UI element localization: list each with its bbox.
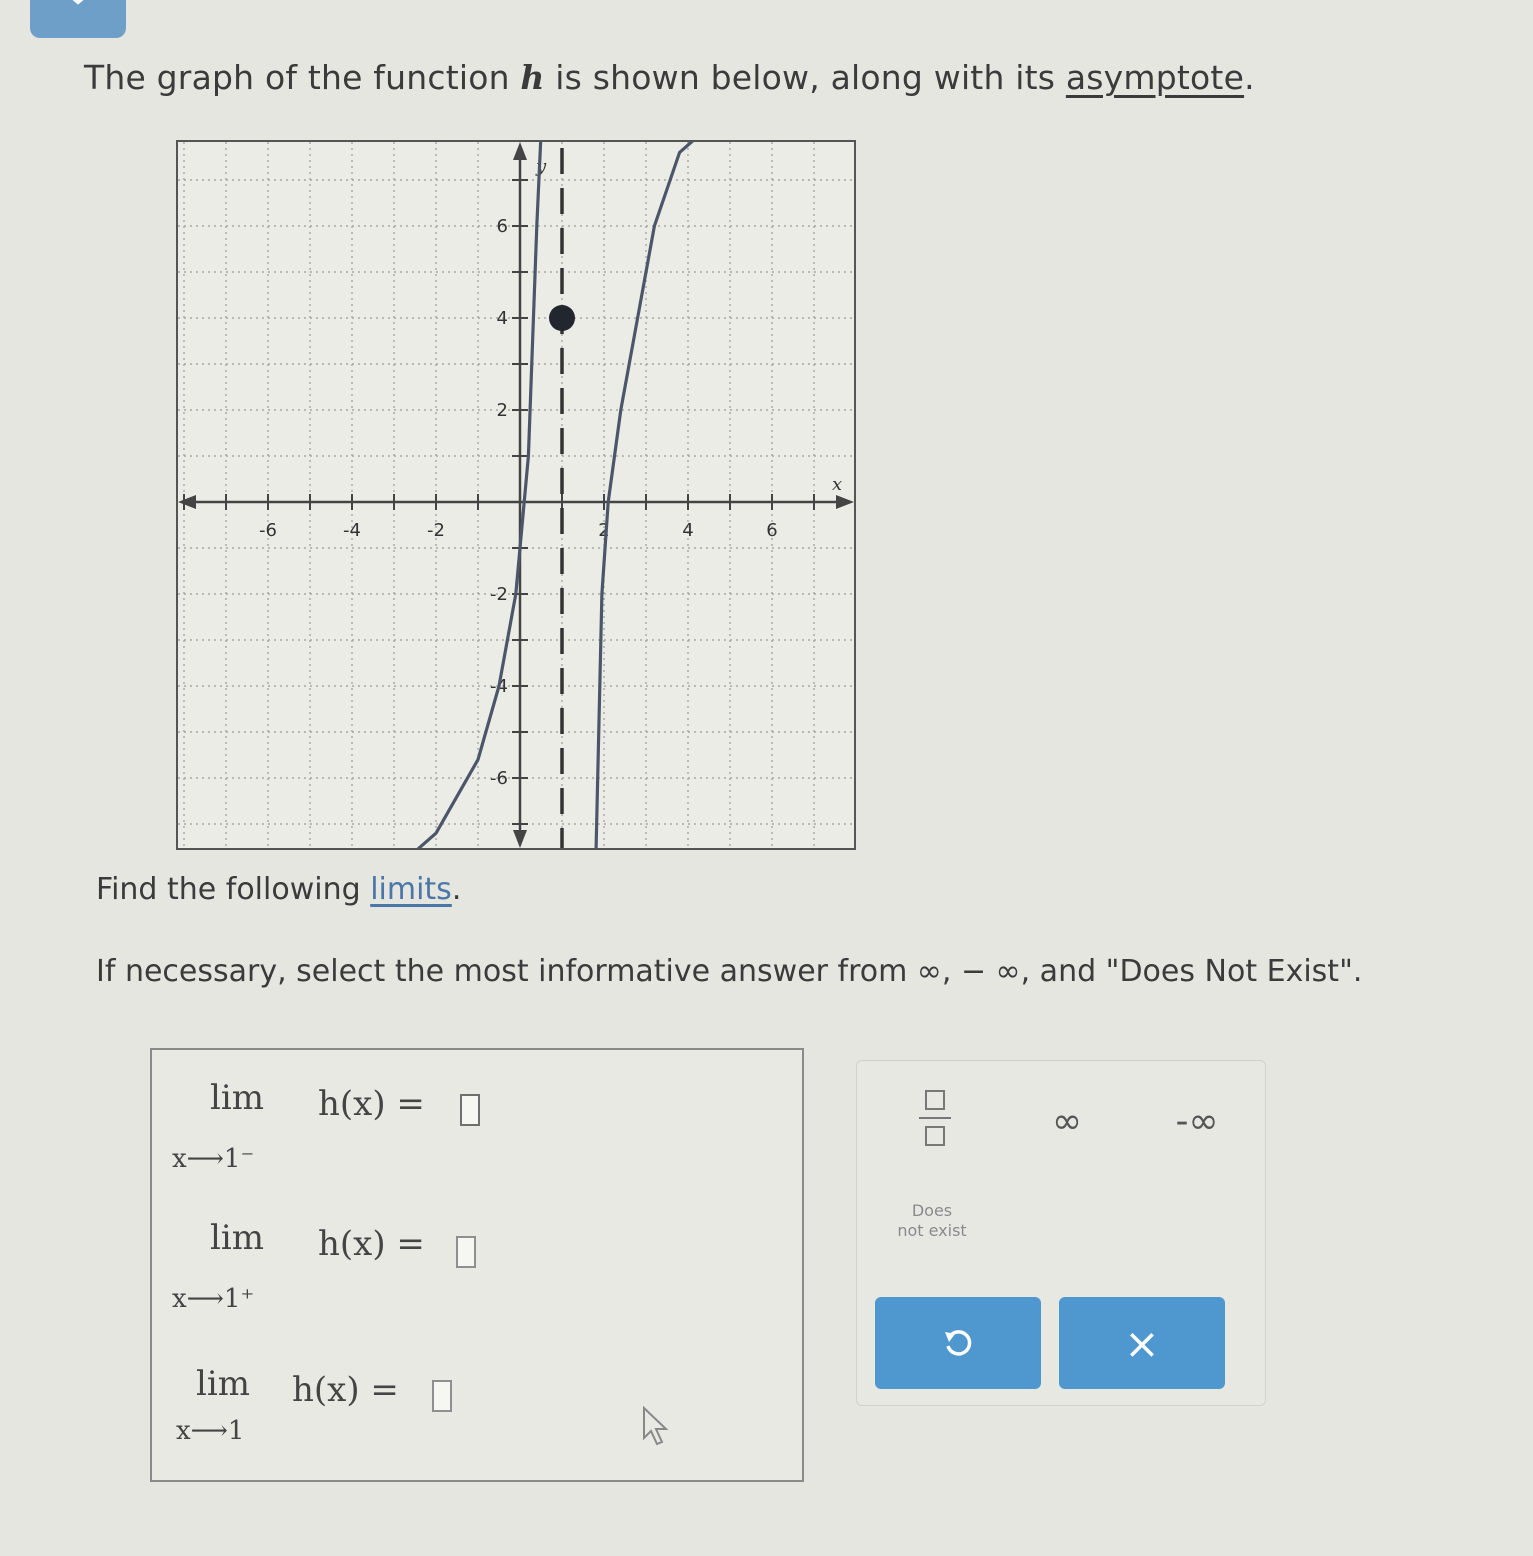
asymptote-link[interactable]: asymptote: [1065, 58, 1245, 97]
undo-button[interactable]: [875, 1297, 1041, 1389]
does-not-exist-button[interactable]: Does not exist: [897, 1201, 967, 1240]
lim-label: lim: [210, 1218, 264, 1258]
y-axis-arrow-bottom: [513, 830, 527, 848]
limits-answer-panel: [150, 1048, 804, 1482]
x-tick-label: -2: [427, 520, 445, 541]
limits-link[interactable]: limits: [370, 872, 452, 907]
lim-expression: h(x) =: [318, 1084, 425, 1124]
lim-subscript: x⟶1⁺: [172, 1284, 255, 1314]
find-limits-text: Find the following limits.: [96, 872, 462, 907]
lim-subscript: x⟶1: [176, 1416, 245, 1446]
right-branch-curve: [596, 142, 701, 848]
x-axis-arrow-left: [178, 495, 196, 509]
y-tick-label: -6: [490, 768, 508, 789]
fraction-icon[interactable]: [917, 1087, 953, 1149]
clear-button[interactable]: [1059, 1297, 1225, 1389]
y-tick-label: -4: [490, 676, 508, 697]
filled-point: [549, 305, 575, 331]
function-graph: [176, 140, 856, 850]
x-tick-label: -4: [343, 520, 361, 541]
collapse-tab[interactable]: [30, 0, 126, 38]
instructions-text: If necessary, select the most informative answer from ∞, − ∞, and "Does Not Exist".: [96, 954, 1363, 989]
x-axis-label: x: [832, 474, 843, 495]
y-tick-label: 4: [496, 308, 508, 329]
undo-icon: [941, 1326, 975, 1360]
lim-expression: h(x) =: [292, 1370, 399, 1410]
x-axis-arrow-right: [836, 495, 854, 509]
answer-input-two-sided[interactable]: [432, 1380, 452, 1412]
y-axis-label: y: [536, 156, 547, 177]
y-tick-label: 6: [496, 216, 508, 237]
answer-palette: [856, 1060, 1266, 1406]
answer-input-right[interactable]: [456, 1236, 476, 1268]
y-axis-arrow-top: [513, 142, 527, 160]
lim-label: lim: [196, 1364, 250, 1404]
x-tick-label: 4: [682, 520, 694, 541]
x-tick-label: 2: [598, 520, 610, 541]
infinity-button[interactable]: ∞: [1052, 1101, 1082, 1142]
question-intro: The graph of the function h is shown below, along with its asymptote.: [84, 58, 1255, 97]
graph-svg: [178, 142, 854, 848]
close-icon: ×: [1124, 1318, 1160, 1368]
x-tick-label: -6: [259, 520, 277, 541]
lim-expression: h(x) =: [318, 1224, 425, 1264]
chevron-down-icon: [64, 0, 92, 10]
mouse-pointer-icon: [640, 1406, 670, 1446]
answer-input-left[interactable]: [460, 1094, 480, 1126]
limit-two-sided: [152, 1350, 792, 1460]
y-tick-label: -2: [490, 584, 508, 605]
function-name: h: [520, 58, 545, 97]
negative-infinity-button[interactable]: -∞: [1175, 1101, 1219, 1142]
limit-left: [152, 1060, 792, 1174]
lim-label: lim: [210, 1078, 264, 1118]
limit-right: [152, 1200, 792, 1314]
y-tick-label: 2: [496, 400, 508, 421]
lim-subscript: x⟶1⁻: [172, 1144, 255, 1174]
x-tick-label: 6: [766, 520, 778, 541]
